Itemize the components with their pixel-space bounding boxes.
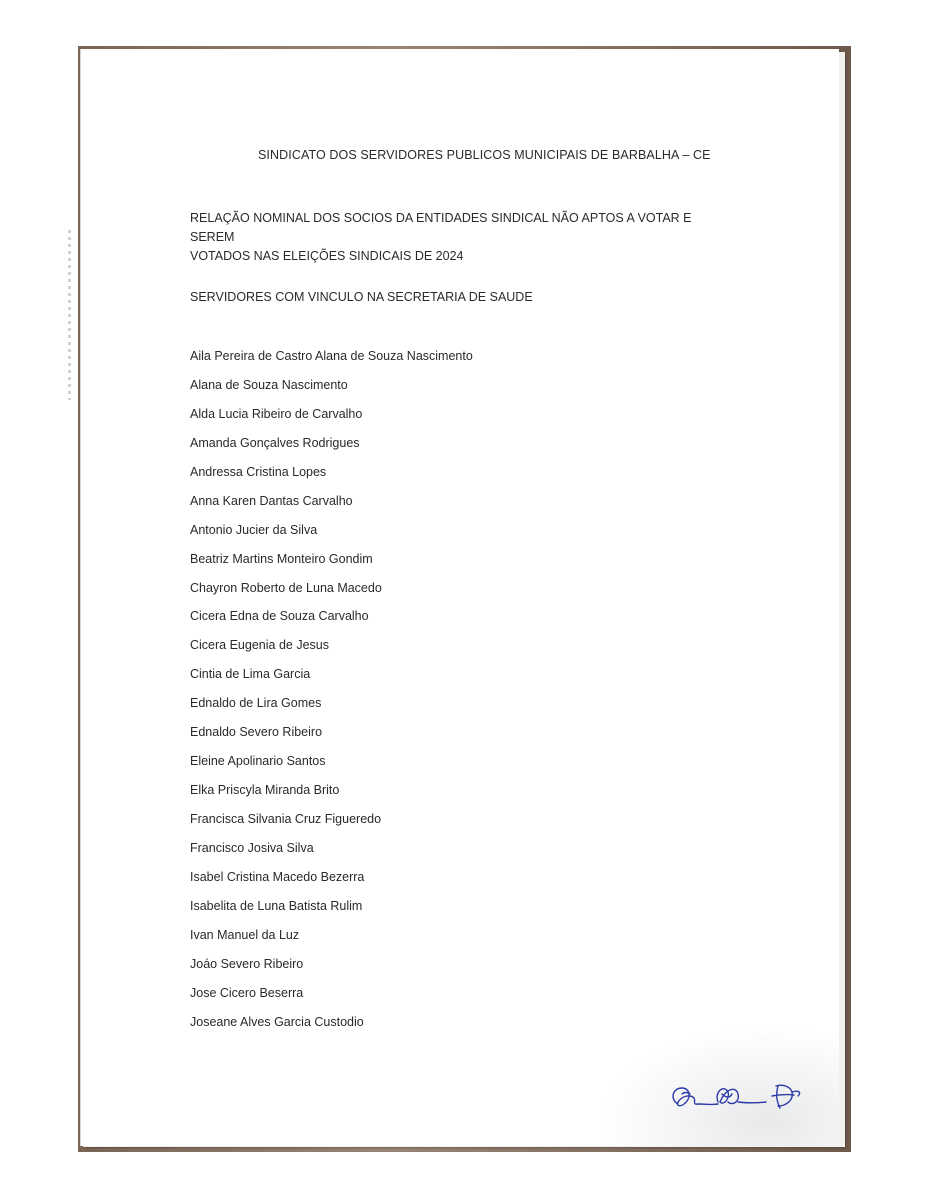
handwritten-initials [668, 1078, 818, 1118]
list-item: Anna Karen Dantas Carvalho [190, 493, 353, 508]
list-item: Isabelita de Luna Batista Rulim [190, 898, 363, 913]
list-item: Joseane Alves Garcia Custodio [190, 1014, 364, 1029]
list-item: Francisca Silvania Cruz Figueredo [190, 812, 382, 826]
member-name-list [190, 346, 473, 1041]
list-item: Alana de Souza Nascimento [190, 377, 348, 392]
list-item: Beatriz Martins Monteiro Gondim [190, 551, 373, 566]
list-item: Cicera Eugenia de Jesus [190, 638, 329, 653]
list-item: Andressa Cristina Lopes [190, 464, 327, 479]
list-item: Alda Lucia Ribeiro de Carvalho [190, 406, 363, 421]
list-item: Elka Priscyla Miranda Brito [190, 783, 340, 798]
list-item: Amanda Gonçalves Rodrigues [190, 435, 360, 450]
list-item: Joáo Severo Ribeiro [190, 956, 304, 971]
list-item: Cicera Edna de Souza Carvalho [190, 609, 369, 624]
list-item: Ednaldo de Lira Gomes [190, 696, 322, 711]
list-item: Aila Pereira de Castro Alana de Souza Nascimento [190, 349, 473, 363]
section-title: SERVIDORES COM VINCULO NA SECRETARIA DE SAUDE [190, 290, 533, 304]
list-item: Antonio Jucier da Silva [190, 522, 318, 537]
organization-title: SINDICATO DOS SERVIDORES PUBLICOS MUNICIPAIS DE BARBALHA – CE [258, 148, 711, 162]
list-item: Ivan Manuel da Luz [190, 927, 300, 942]
heading-line-1: RELAÇÃO NOMINAL DOS SOCIOS DA ENTIDADES SINDICAL NÃO APTOS A VOTAR E SEREM [190, 211, 692, 244]
list-item: Ednaldo Severo Ribeiro [190, 725, 323, 740]
list-item: Francisco Josiva Silva [190, 840, 314, 855]
list-item: Chayron Roberto de Luna Macedo [190, 580, 382, 595]
list-item: Cintia de Lima Garcia [190, 667, 311, 682]
list-item: Jose Cicero Beserra [190, 985, 304, 1000]
heading-line-2: VOTADOS NAS ELEIÇÕES SINDICAIS DE 2024 [190, 249, 464, 263]
list-item: Isabel Cristina Macedo Bezerra [190, 869, 365, 884]
list-item: Eleine Apolinario Santos [190, 754, 326, 769]
document-heading [190, 209, 730, 266]
binding-marks [68, 230, 71, 400]
